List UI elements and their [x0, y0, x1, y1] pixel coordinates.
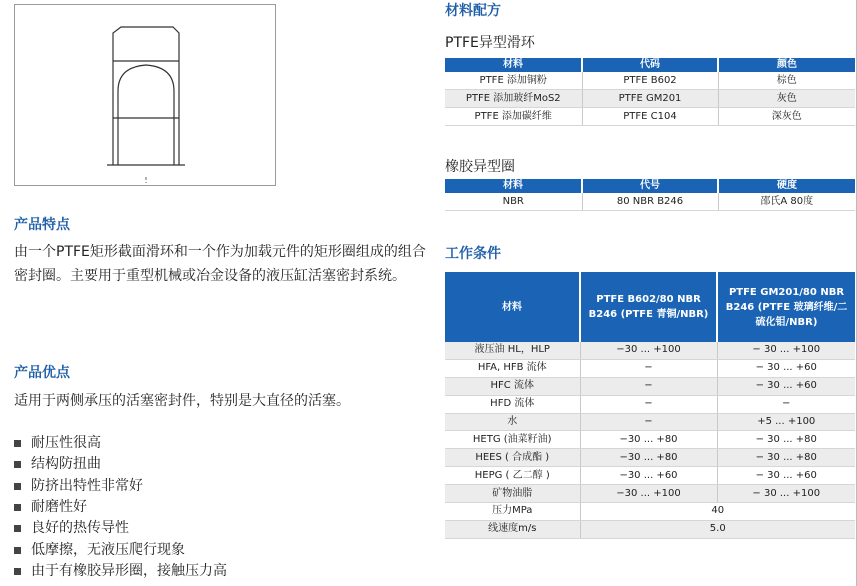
advantage-item: 低摩擦，无液压爬行现象 [14, 539, 227, 560]
advantage-item: 耐磨性好 [14, 497, 227, 518]
table-row: HFD 流体 − − [445, 395, 855, 413]
table-row: HFA, HFB 流体 − − 30 ... +60 [445, 359, 855, 377]
column-header: 颜色 [718, 58, 855, 72]
rubber-material-table [445, 179, 855, 211]
table-row: NBR 80 NBR B246 邵氏A 80度 [445, 193, 855, 211]
column-header: 材料 [445, 272, 580, 342]
features-text: 由一个PTFE矩形截面滑环和一个作为加载元件的矩形圈组成的组合密封圈。主要用于重型机械或冶金设备的液压缸活塞密封系统。 [14, 244, 426, 284]
column-header: PTFE GM201/80 NBR B246 (PTFE 玻璃纤维/二硫化钼/NBR) [717, 272, 855, 342]
table-row: PTFE 添加玻纤MoS2 PTFE GM201 灰色 [445, 90, 855, 108]
rubber-table-title: 橡胶异型圈 [445, 159, 515, 175]
square-bullet-icon [14, 461, 21, 468]
square-bullet-icon [14, 440, 21, 447]
work-conditions-table [445, 272, 855, 539]
table-row-pressure: 压力MPa 40 [445, 503, 855, 521]
square-bullet-icon [14, 525, 21, 532]
table-row: 液压油 HL，HLP −30 ... +100 − 30 ... +100 [445, 342, 855, 359]
advantage-item: 防挤出特性非常好 [14, 476, 227, 497]
energizer-arch [118, 65, 174, 105]
table-row: PTFE 添加铜粉 PTFE B602 棕色 [445, 72, 855, 90]
column-header: 代号 [582, 179, 718, 193]
column-header: 代码 [582, 58, 718, 72]
seal-profile-svg [15, 5, 277, 187]
advantage-item: 良好的热传导性 [14, 518, 227, 539]
advantage-item: 结构防扭曲 [14, 454, 227, 475]
slide-ring-outline [113, 27, 179, 165]
advantages-heading: 产品优点 [14, 365, 70, 381]
table-row: HFC 流体 − − 30 ... +60 [445, 377, 855, 395]
materials-heading: 材料配方 [445, 3, 501, 19]
table-row: 矿物油脂 −30 ... +100 − 30 ... +100 [445, 485, 855, 503]
square-bullet-icon [14, 483, 21, 490]
column-header: 硬度 [718, 179, 855, 193]
column-header: 材料 [445, 58, 582, 72]
column-header: PTFE B602/80 NBR B246 (PTFE 青铜/NBR) [580, 272, 717, 342]
work-conditions-heading: 工作条件 [445, 246, 501, 262]
table-row-speed: 线速度m/s 5.0 [445, 520, 855, 538]
ptfe-table-title: PTFE异型滑环 [445, 35, 535, 51]
square-bullet-icon [14, 504, 21, 511]
table-header-row [445, 179, 855, 193]
square-bullet-icon [14, 547, 21, 554]
advantage-item: 由于有橡胶异形圈，接触压力高 [14, 561, 227, 582]
table-row: HEES ( 合成酯 ) −30 ... +80 − 30 ... +80 [445, 449, 855, 467]
square-bullet-icon [14, 568, 21, 575]
table-row: PTFE 添加碳纤维 PTFE C104 深灰色 [445, 108, 855, 126]
table-row: 水 − +5 ... +100 [445, 413, 855, 431]
advantage-item: 耐压性很高 [14, 433, 227, 454]
column-header: 材料 [445, 179, 582, 193]
features-heading: 产品特点 [14, 217, 70, 233]
table-row: HEPG ( 乙二醇 ) −30 ... +60 − 30 ... +60 [445, 467, 855, 485]
table-header-row [445, 58, 855, 72]
advantages-list [14, 433, 227, 582]
ptfe-material-table [445, 58, 855, 126]
advantages-text: 适用于两侧承压的活塞密封件，特别是大直径的活塞。 [14, 393, 350, 409]
table-row: HETG (油菜籽油) −30 ... +80 − 30 ... +80 [445, 431, 855, 449]
table-header-row [445, 272, 855, 342]
seal-cross-section-drawing [14, 4, 276, 186]
